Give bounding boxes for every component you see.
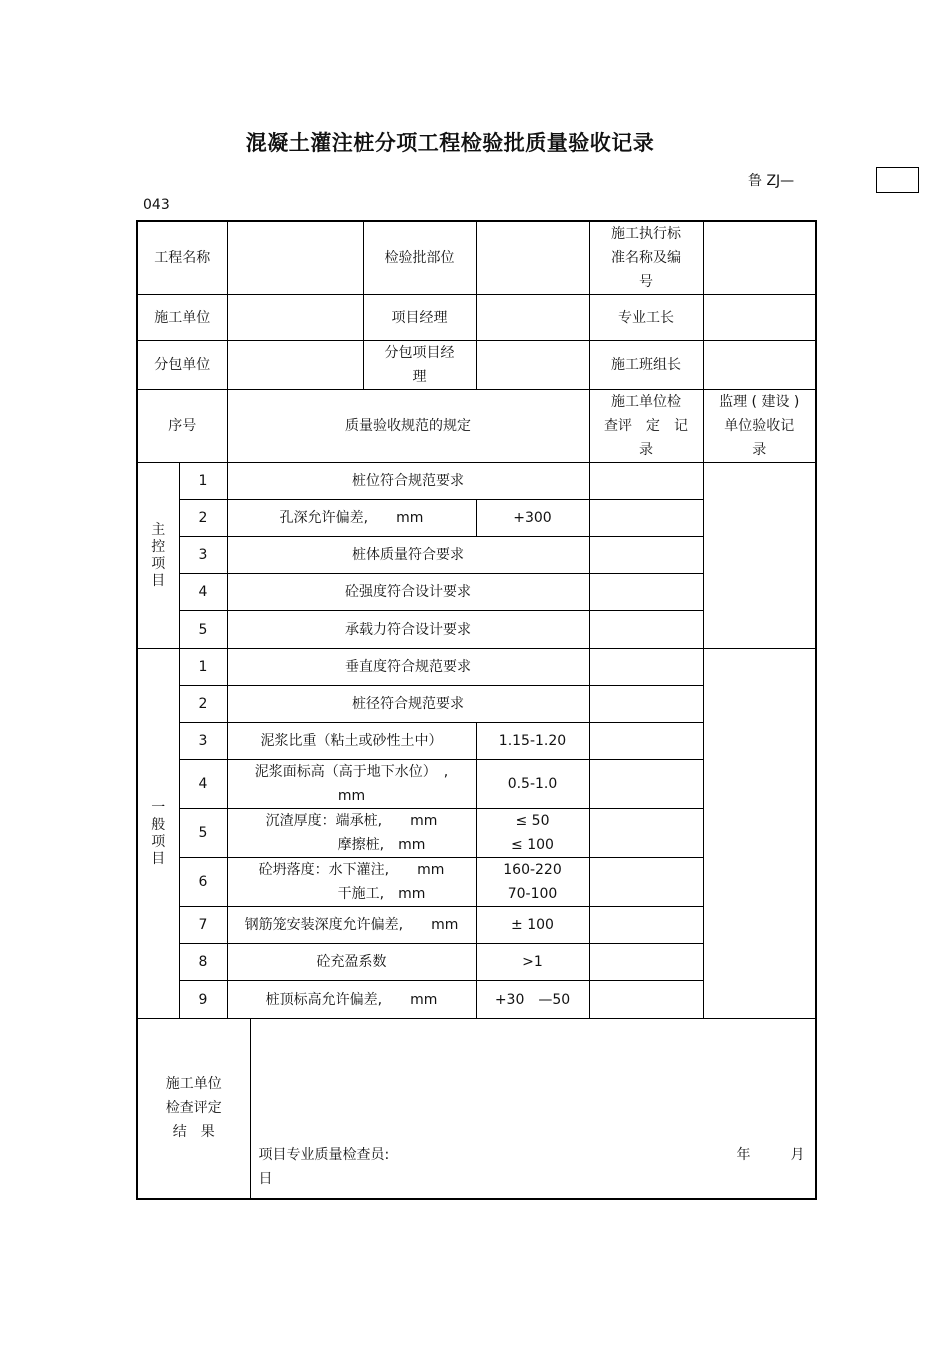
project-manager-value[interactable] xyxy=(476,295,589,341)
construction-unit-value[interactable] xyxy=(227,295,363,341)
year-label: 年 xyxy=(736,1147,751,1163)
check-cell[interactable] xyxy=(589,907,703,944)
item-value: >1 xyxy=(476,944,589,981)
form-code-box[interactable] xyxy=(876,167,919,193)
item-text: 砼充盈系数 xyxy=(227,944,476,981)
item-text: 泥浆面标高（高于地下水位） , mm xyxy=(227,760,476,809)
inspection-part-value[interactable] xyxy=(476,221,589,295)
item-no: 9 xyxy=(179,981,227,1019)
day-label: 日 xyxy=(258,1171,273,1187)
item-no: 8 xyxy=(179,944,227,981)
check-cell[interactable] xyxy=(589,649,703,686)
item-no: 1 xyxy=(179,649,227,686)
item-text: 钢筋笼安装深度允许偏差, mm xyxy=(227,907,476,944)
standard-name-label: 施工执行标 准名称及编 号 xyxy=(589,221,703,295)
inspection-table xyxy=(136,220,817,1200)
check-cell[interactable] xyxy=(589,537,703,574)
item-value: ≤ 50 ≤ 100 xyxy=(476,809,589,858)
foreman-value[interactable] xyxy=(703,295,816,341)
item-text: 垂直度符合规范要求 xyxy=(227,649,589,686)
item-text: 泥浆比重（粘土或砂性土中） xyxy=(227,723,476,760)
foreman-label: 专业工长 xyxy=(589,295,703,341)
item-no: 3 xyxy=(179,537,227,574)
item-value: +300 xyxy=(476,500,589,537)
item-text: 桩顶标高允许偏差, mm xyxy=(227,981,476,1019)
form-code-number: 043 xyxy=(143,197,170,213)
item-text: 砼坍落度：水下灌注, mm 干施工, mm xyxy=(227,858,476,907)
item-text: 孔深允许偏差, mm xyxy=(227,500,476,537)
month-label: 月 xyxy=(790,1147,805,1163)
general-label: 一 般 项 目 xyxy=(137,649,179,1019)
subcontract-unit-value[interactable] xyxy=(227,341,363,390)
item-no: 2 xyxy=(179,500,227,537)
page-title: 混凝土灌注桩分项工程检验批质量验收记录 xyxy=(245,131,655,155)
check-cell[interactable] xyxy=(589,760,703,809)
check-cell[interactable] xyxy=(589,944,703,981)
item-no: 7 xyxy=(179,907,227,944)
main-control-label: 主 控 项 目 xyxy=(137,463,179,649)
item-no: 3 xyxy=(179,723,227,760)
check-cell[interactable] xyxy=(589,981,703,1019)
check-cell[interactable] xyxy=(589,574,703,611)
check-cell[interactable] xyxy=(589,463,703,500)
construction-unit-label: 施工单位 xyxy=(137,295,227,341)
check-cell[interactable] xyxy=(589,809,703,858)
check-cell[interactable] xyxy=(589,611,703,649)
item-value: ± 100 xyxy=(476,907,589,944)
item-text: 桩位符合规范要求 xyxy=(227,463,589,500)
standard-name-value[interactable] xyxy=(703,221,816,295)
inspector-label: 项目专业质量检查员: xyxy=(258,1147,390,1163)
item-text: 桩体质量符合要求 xyxy=(227,537,589,574)
item-no: 4 xyxy=(179,760,227,809)
item-no: 1 xyxy=(179,463,227,500)
item-value: 0.5-1.0 xyxy=(476,760,589,809)
check-cell[interactable] xyxy=(589,686,703,723)
check-record-header: 施工单位检 查评 定 记 录 xyxy=(589,390,703,463)
evaluation-result-cell[interactable] xyxy=(250,1019,816,1199)
inspection-part-label: 检验批部位 xyxy=(363,221,476,295)
item-value: 160-220 70-100 xyxy=(476,858,589,907)
subcontract-pm-label: 分包项目经 理 xyxy=(363,341,476,390)
supervision-cell[interactable] xyxy=(703,649,816,1019)
item-no: 4 xyxy=(179,574,227,611)
item-text: 沉渣厚度：端承桩, mm 摩擦桩, mm xyxy=(227,809,476,858)
item-text: 砼强度符合设计要求 xyxy=(227,574,589,611)
project-name-value[interactable] xyxy=(227,221,363,295)
seq-header: 序号 xyxy=(137,390,227,463)
item-value: +30 —50 xyxy=(476,981,589,1019)
spec-header: 质量验收规范的规定 xyxy=(227,390,589,463)
check-cell[interactable] xyxy=(589,723,703,760)
form-code: 鲁 ZJ— xyxy=(748,173,795,189)
project-manager-label: 项目经理 xyxy=(363,295,476,341)
evaluation-result-label: 施工单位 检查评定 结 果 xyxy=(137,1019,250,1199)
item-text: 承载力符合设计要求 xyxy=(227,611,589,649)
item-value: 1.15-1.20 xyxy=(476,723,589,760)
team-leader-value[interactable] xyxy=(703,341,816,390)
subcontract-unit-label: 分包单位 xyxy=(137,341,227,390)
subcontract-pm-value[interactable] xyxy=(476,341,589,390)
team-leader-label: 施工班组长 xyxy=(589,341,703,390)
check-cell[interactable] xyxy=(589,500,703,537)
check-cell[interactable] xyxy=(589,858,703,907)
item-no: 2 xyxy=(179,686,227,723)
item-no: 6 xyxy=(179,858,227,907)
supervision-record-header: 监理 ( 建设 ) 单位验收记 录 xyxy=(703,390,816,463)
project-name-label: 工程名称 xyxy=(137,221,227,295)
supervision-cell[interactable] xyxy=(703,463,816,649)
item-no: 5 xyxy=(179,809,227,858)
item-text: 桩径符合规范要求 xyxy=(227,686,589,723)
item-no: 5 xyxy=(179,611,227,649)
